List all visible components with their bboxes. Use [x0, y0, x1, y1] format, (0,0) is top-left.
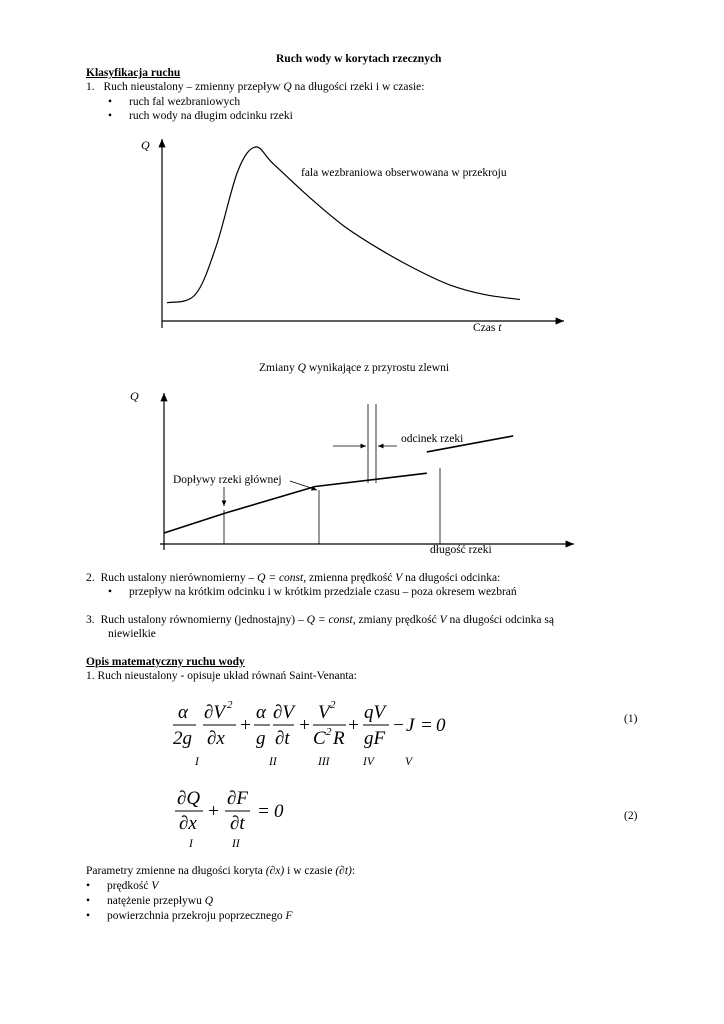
segment-label: odcinek rzeki [401, 433, 464, 445]
svg-text:II: II [232, 838, 240, 850]
y-axis-label: Q [141, 138, 150, 152]
x-axis-label: Czas t [473, 322, 502, 334]
list-item-2: 2. Ruch ustalony nierównomierny – Q = const, zmienna prędkość V na długości odcinka: [86, 572, 501, 584]
item-text-post: na długości rzeki i w czasie: [291, 81, 425, 93]
svg-text:2: 2 [330, 699, 336, 711]
svg-text:g: g [256, 728, 266, 749]
svg-text:α: α [256, 702, 266, 723]
item-number: 1. [86, 81, 95, 93]
list-item: • natężenie przepływu Q [107, 895, 213, 907]
params-intro: Parametry zmienne na długości koryta (∂x) i w czasie (∂t): [86, 865, 356, 877]
hydrograph-chart [130, 135, 570, 335]
var-q: Q [283, 81, 292, 93]
page-title: Ruch wody w korytach rzecznych [276, 53, 442, 65]
svg-text:2: 2 [326, 726, 332, 738]
equation-saint-venant-1 [170, 695, 470, 775]
item-text: Ruch nieustalony – zmienny przepływ [103, 81, 284, 93]
svg-text:J: J [406, 715, 415, 736]
list-item: • ruch wody na długim odcinku rzeki [129, 110, 293, 122]
list-item-3: 3. Ruch ustalony równomierny (jednostajny) – Q = const, zmiany prędkość V na długości odcinka są [86, 614, 554, 626]
svg-text:2: 2 [227, 699, 233, 711]
svg-text:I: I [195, 756, 199, 768]
tributaries-label: Dopływy rzeki głównej [173, 474, 282, 486]
svg-text:∂V: ∂V [273, 702, 294, 723]
section-intro: 1. Ruch nieustalony - opisuje układ równań Saint-Venanta: [86, 670, 357, 682]
discharge-segment [164, 513, 225, 533]
svg-text:∂x: ∂x [207, 728, 225, 749]
svg-text:∂t: ∂t [230, 813, 245, 834]
equation-number-2: (2) [624, 810, 638, 822]
svg-text:V: V [318, 702, 330, 723]
curve-annotation: fala wezbraniowa obserwowana w przekroju [301, 167, 507, 179]
list-item: • przepływ na krótkim odcinku i w krótkim przedziale czasu – poza okresem wezbrań [129, 586, 517, 598]
svg-text:II: II [269, 756, 277, 768]
list-item-3-cont: niewielkie [108, 628, 156, 640]
list-item-1 [86, 81, 424, 93]
discharge-segment [315, 473, 427, 486]
svg-text:V: V [405, 756, 413, 768]
svg-text:+: + [207, 801, 220, 822]
svg-text:∂x: ∂x [179, 813, 197, 834]
svg-text:∂t: ∂t [275, 728, 290, 749]
y-axis-label: Q [130, 390, 139, 403]
list-item: • prędkość V [107, 880, 158, 892]
svg-text:0: 0 [436, 715, 446, 736]
svg-text:∂Q: ∂Q [177, 788, 201, 809]
svg-text:I: I [189, 838, 193, 850]
section-heading-classification: Klasyfikacja ruchu [86, 67, 181, 79]
x-axis-label: długość rzeki [430, 544, 492, 556]
svg-text:2g: 2g [173, 728, 192, 749]
svg-text:0: 0 [274, 801, 284, 822]
equation-number-1: (1) [624, 713, 638, 725]
list-item: • powierzchnia przekroju poprzecznego F [107, 910, 293, 922]
svg-text:α: α [178, 702, 188, 723]
list-item: • ruch fal wezbraniowych [129, 96, 240, 108]
svg-text:∂V: ∂V [204, 702, 225, 723]
svg-text:∂F: ∂F [227, 788, 248, 809]
svg-text:IV: IV [363, 756, 374, 768]
svg-text:qV: qV [364, 702, 386, 723]
chart2-caption: Zmiany Q wynikające z przyrostu zlewni [259, 362, 450, 374]
discharge-length-chart [120, 390, 580, 560]
svg-text:+: + [298, 715, 311, 736]
svg-text:=: = [257, 801, 270, 822]
tributary-arrow [290, 481, 317, 490]
svg-text:=: = [420, 715, 433, 736]
svg-text:III: III [318, 756, 330, 768]
svg-text:gF: gF [364, 728, 386, 749]
equation-saint-venant-2 [170, 783, 330, 853]
svg-text:−: − [392, 715, 405, 736]
svg-text:+: + [239, 715, 252, 736]
svg-text:+: + [347, 715, 360, 736]
section-heading-math: Opis matematyczny ruchu wody [86, 656, 245, 668]
discharge-segment [225, 487, 315, 514]
svg-text:R: R [333, 728, 345, 749]
svg-text:C: C [313, 728, 326, 749]
